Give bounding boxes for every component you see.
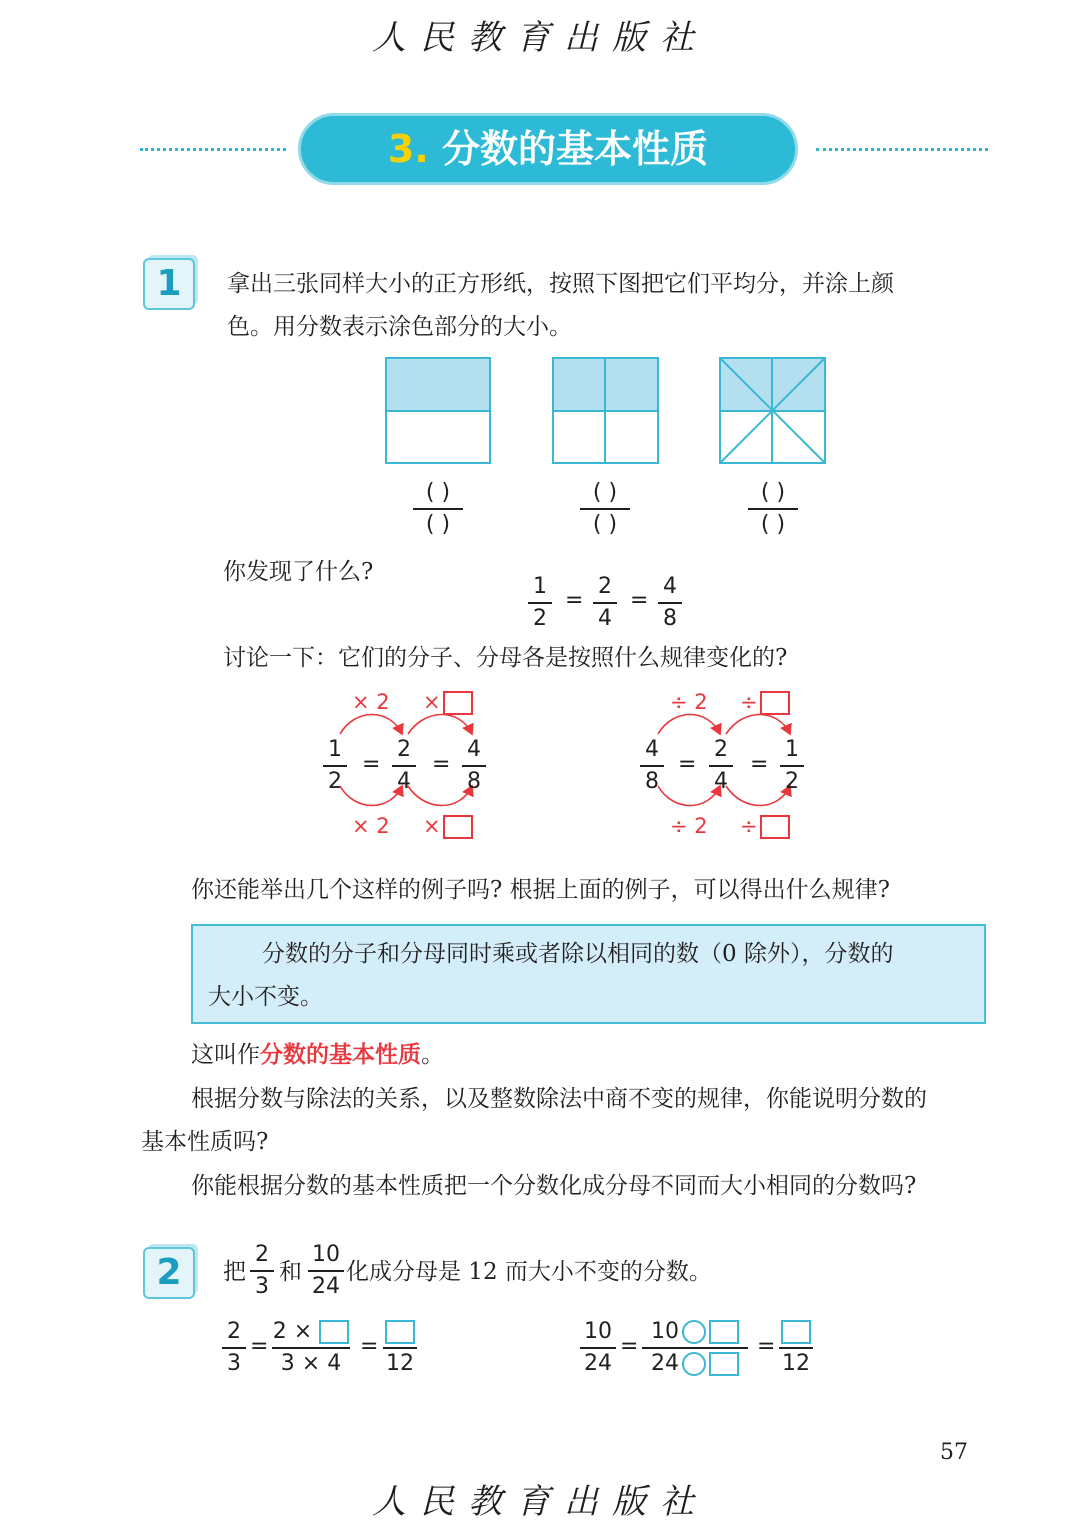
right-start-fraction (580, 1319, 616, 1377)
fraction-bar (222, 1347, 246, 1349)
rule-line-2: 大小不变。 (208, 984, 323, 1010)
operator-circle[interactable] (682, 1352, 706, 1376)
denominator: 2 (328, 769, 342, 794)
fraction-bar (580, 508, 630, 510)
fraction-bar (642, 1347, 748, 1349)
explain-line-2: 基本性质吗? (141, 1129, 269, 1155)
fraction-bar (528, 602, 552, 604)
denominator: 2 (533, 606, 547, 631)
fraction-bar (780, 765, 804, 767)
explain-line-1: 根据分数与除法的关系，以及整数除法中商不变的规律，你能说明分数的 (191, 1086, 927, 1112)
numerator: 4 (663, 574, 677, 599)
divide-fraction-3 (780, 737, 804, 795)
equation-fraction-2 (593, 574, 617, 632)
square-eighths (720, 358, 825, 463)
denominator: 8 (467, 769, 481, 794)
blank-numerator: ( ) (592, 480, 618, 505)
multiply-top-1: × 2 (352, 690, 390, 714)
blank-fraction-1 (413, 480, 463, 538)
divide-fraction-2 (709, 737, 733, 795)
blank-denominator: ( ) (425, 512, 451, 537)
example-2-fraction-1 (250, 1242, 274, 1300)
denominator: 4 (397, 769, 411, 794)
discuss-prompt: 讨论一下：它们的分子、分母各是按照什么规律变化的? (223, 645, 788, 671)
convert-prompt: 你能根据分数的基本性质把一个分数化成分母不同而大小相同的分数吗? (191, 1173, 917, 1199)
numerator: 10 (312, 1242, 340, 1267)
multiply-sign: × (423, 814, 441, 838)
work-denominator: 3 × 4 (280, 1351, 342, 1376)
publisher-watermark-top: 人民教育出版社 (372, 18, 708, 58)
equals-sign: = (750, 752, 769, 777)
answer-box[interactable] (319, 1320, 349, 1344)
denominator: 4 (714, 769, 728, 794)
denominator: 8 (663, 606, 677, 631)
page-number: 57 (940, 1440, 968, 1465)
equation-fraction-3 (658, 574, 682, 632)
rule-line-1: 分数的分子和分母同时乘或者除以相同的数（0 除外），分数的 (262, 941, 894, 967)
example-2-and: 和 (279, 1259, 302, 1285)
equals-sign: = (432, 752, 451, 777)
numerator: 1 (533, 574, 547, 599)
numerator: 10 (584, 1319, 612, 1344)
denominator: 8 (645, 769, 659, 794)
fraction-bar (779, 1347, 813, 1349)
fraction-bar (462, 765, 486, 767)
equals-sign: = (757, 1334, 776, 1359)
equals-sign: = (362, 752, 381, 777)
operator-circle[interactable] (682, 1320, 706, 1344)
title-divider-right (816, 148, 988, 151)
left-work-fraction (272, 1319, 350, 1377)
example-1-line-1: 拿出三张同样大小的正方形纸，按照下图把它们平均分，并涂上颜 (227, 271, 894, 297)
work-denominator-text: 24 (651, 1351, 679, 1376)
blank-numerator: ( ) (425, 480, 451, 505)
equals-sign: = (360, 1334, 379, 1359)
numerator: 2 (714, 737, 728, 762)
multiply-fraction-3 (462, 737, 486, 795)
fraction-bar (658, 602, 682, 604)
blank-box (760, 815, 790, 839)
denominator: 3 (255, 1274, 269, 1299)
denominator: 24 (584, 1351, 612, 1376)
blank-fraction-2 (580, 480, 630, 538)
divide-top-1: ÷ 2 (670, 690, 708, 714)
equals-sign: = (250, 1334, 269, 1359)
left-result-fraction (383, 1319, 417, 1377)
answer-box[interactable] (781, 1320, 811, 1344)
right-result-fraction (779, 1319, 813, 1377)
multiply-top-2 (423, 690, 473, 715)
numerator: 2 (397, 737, 411, 762)
more-examples-prompt: 你还能举出几个这样的例子吗? 根据上面的例子，可以得出什么规律? (191, 877, 890, 903)
section-title (298, 113, 798, 185)
work-denominator (642, 1351, 748, 1377)
equals-sign: = (565, 588, 584, 613)
called-sentence (191, 1033, 444, 1077)
square-quarters (553, 358, 658, 463)
numerator: 2 (227, 1319, 241, 1344)
square-halves (386, 358, 490, 463)
called-suffix: 。 (421, 1042, 444, 1068)
denominator: 3 (227, 1351, 241, 1376)
example-1-badge: 1 (143, 258, 195, 310)
called-prefix: 这叫作 (191, 1042, 260, 1068)
fraction-bar (593, 602, 617, 604)
divide-top-2 (740, 690, 790, 715)
result-numerator (383, 1319, 417, 1345)
multiply-fraction-2 (392, 737, 416, 795)
term-fraction-property: 分数的基本性质 (260, 1041, 421, 1068)
denominator: 4 (598, 606, 612, 631)
question-what-found: 你发现了什么? (223, 559, 374, 585)
multiply-bottom-2 (423, 814, 473, 839)
blank-box (443, 815, 473, 839)
denominator: 24 (312, 1274, 340, 1299)
example-2-prefix: 把 (223, 1259, 246, 1285)
blank-box (760, 691, 790, 715)
result-numerator (779, 1319, 813, 1345)
multiply-bottom-1: × 2 (352, 814, 390, 838)
fraction-bar (709, 765, 733, 767)
example-2-fraction-2 (308, 1242, 344, 1300)
fraction-bar (250, 1270, 274, 1272)
answer-box[interactable] (385, 1320, 415, 1344)
fraction-bar (323, 765, 347, 767)
equals-sign: = (678, 752, 697, 777)
square-diagrams (380, 352, 836, 472)
divide-sign: ÷ (740, 814, 758, 838)
example-1-line-2: 色。用分数表示涂色部分的大小。 (227, 314, 572, 340)
fraction-bar (392, 765, 416, 767)
blank-fraction-3 (748, 480, 798, 538)
example-2-badge: 2 (143, 1247, 195, 1299)
publisher-watermark-bottom: 人民教育出版社 (372, 1482, 708, 1522)
section-number: 3. (387, 127, 429, 171)
title-divider-left (140, 148, 286, 151)
blank-denominator: ( ) (760, 512, 786, 537)
fraction-bar (580, 1347, 616, 1349)
fraction-bar (748, 508, 798, 510)
multiply-sign: × (423, 690, 441, 714)
equals-sign: = (620, 1334, 639, 1359)
answer-box[interactable] (709, 1352, 739, 1376)
equation-fraction-1 (528, 574, 552, 632)
work-numerator (272, 1319, 350, 1345)
fraction-bar (413, 508, 463, 510)
fraction-bar (383, 1347, 417, 1349)
fraction-bar (640, 765, 664, 767)
result-denominator: 12 (386, 1351, 414, 1376)
divide-fraction-1 (640, 737, 664, 795)
work-numerator-text: 2 × (272, 1319, 313, 1344)
numerator: 4 (467, 737, 481, 762)
numerator: 2 (255, 1242, 269, 1267)
divide-bottom-1: ÷ 2 (670, 814, 708, 838)
divide-bottom-2 (740, 814, 790, 839)
denominator: 2 (785, 769, 799, 794)
work-numerator-text: 10 (651, 1319, 679, 1344)
numerator: 4 (645, 737, 659, 762)
section-title-text: 分数的基本性质 (442, 127, 709, 171)
example-2-suffix: 化成分母是 12 而大小不变的分数。 (346, 1259, 712, 1285)
work-numerator (642, 1319, 748, 1345)
right-work-fraction (642, 1319, 748, 1377)
left-start-fraction (222, 1319, 246, 1377)
answer-box[interactable] (709, 1320, 739, 1344)
fraction-bar (308, 1270, 344, 1272)
numerator: 2 (598, 574, 612, 599)
blank-box (443, 691, 473, 715)
blank-denominator: ( ) (592, 512, 618, 537)
blank-numerator: ( ) (760, 480, 786, 505)
multiply-fraction-1 (323, 737, 347, 795)
result-denominator: 12 (782, 1351, 810, 1376)
numerator: 1 (785, 737, 799, 762)
equals-sign: = (630, 588, 649, 613)
divide-sign: ÷ (740, 690, 758, 714)
numerator: 1 (328, 737, 342, 762)
fraction-bar (272, 1347, 350, 1349)
